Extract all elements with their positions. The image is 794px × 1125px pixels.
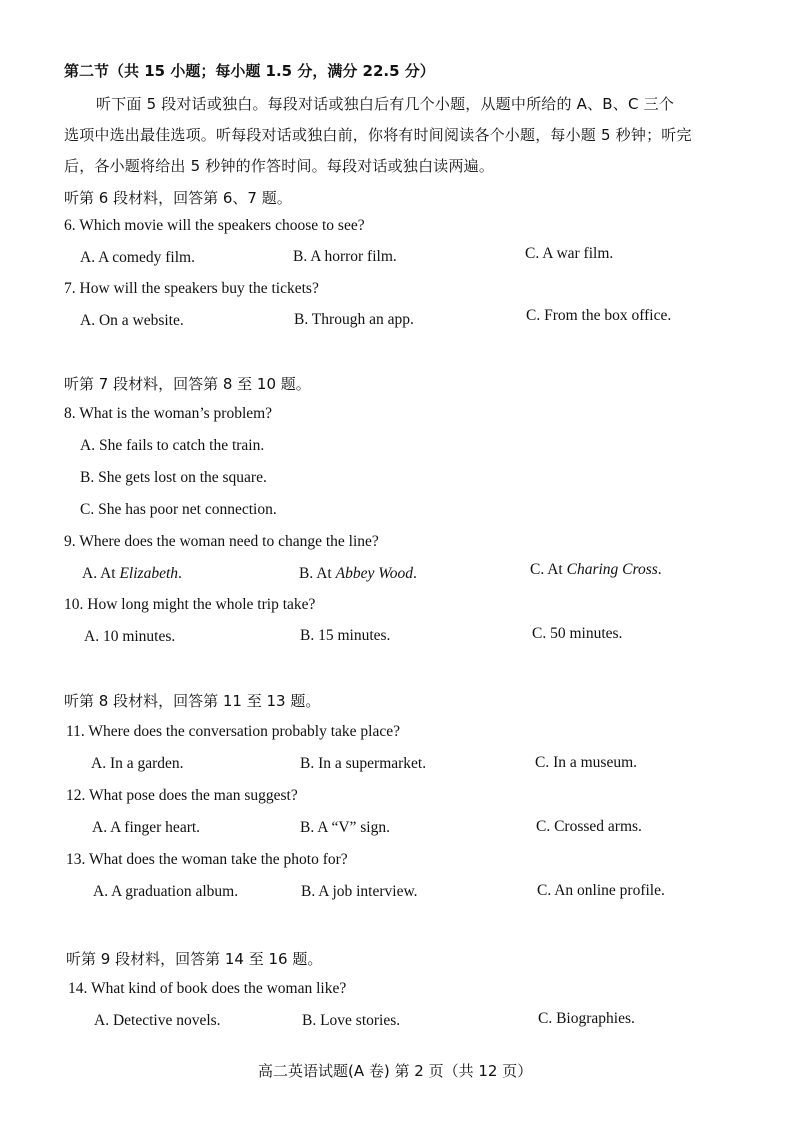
question-6-option-a: A. A comedy film.: [80, 249, 195, 266]
question-stem-7: 7. How will the speakers buy the tickets?: [64, 280, 319, 297]
option-suffix: .: [657, 561, 662, 578]
question-stem-14: 14. What kind of book does the woman like?: [68, 980, 347, 997]
instruction-line-2: 选项中选出最佳选项。听每段对话或独白前，你将有时间阅读各个小题，每小题 5 秒钟；听完: [64, 126, 692, 144]
question-11-option-c: C. In a museum.: [535, 754, 638, 771]
question-stem-9: 9. Where does the woman need to change the line?: [64, 533, 379, 550]
question-8-option-c: C. She has poor net connection.: [80, 501, 277, 518]
question-7-option-a: A. On a website.: [80, 312, 184, 329]
question-14-option-c: C. Biographies.: [538, 1010, 635, 1027]
question-12-option-b: B. A “V” sign.: [300, 819, 390, 836]
question-14-option-b: B. Love stories.: [302, 1012, 401, 1029]
option-suffix: .: [178, 565, 182, 582]
group-heading-7: 听第 7 段材料，回答第 8 至 10 题。: [64, 375, 311, 393]
question-13-option-a: A. A graduation album.: [93, 883, 239, 900]
option-prefix: A. At: [82, 565, 120, 582]
station-name: Charing Cross: [566, 561, 658, 578]
option-prefix: C. At: [530, 561, 567, 578]
section-title: 第二节（共 15 小题；每小题 1.5 分，满分 22.5 分）: [64, 62, 435, 80]
question-9-option-c: [530, 561, 662, 579]
question-10-option-a: A. 10 minutes.: [84, 628, 176, 645]
question-6-option-b: B. A horror film.: [293, 248, 397, 265]
question-11-option-a: A. In a garden.: [91, 755, 184, 772]
question-8-option-a: A. She fails to catch the train.: [80, 437, 265, 454]
question-7-option-b: B. Through an app.: [294, 311, 414, 328]
question-14-option-a: A. Detective novels.: [94, 1012, 221, 1029]
page-footer: 高二英语试题(A 卷) 第 2 页（共 12 页）: [258, 1062, 533, 1080]
group-heading-6: 听第 6 段材料，回答第 6、7 题。: [64, 189, 292, 207]
question-13-option-c: C. An online profile.: [537, 882, 665, 899]
option-prefix: B. At: [299, 565, 336, 582]
question-9-option-a: [82, 565, 182, 583]
instruction-line-1: 听下面 5 段对话或独白。每段对话或独白后有几个小题，从题中所给的 A、B、C 三个: [96, 95, 675, 113]
question-12-option-c: C. Crossed arms.: [536, 818, 642, 835]
question-stem-11: 11. Where does the conversation probably take place?: [66, 723, 400, 740]
group-heading-9: 听第 9 段材料，回答第 14 至 16 题。: [66, 950, 323, 968]
question-10-option-b: B. 15 minutes.: [300, 627, 391, 644]
question-stem-10: 10. How long might the whole trip take?: [64, 596, 316, 613]
instruction-line-3: 后，各小题将给出 5 秒钟的作答时间。每段对话或独白读两遍。: [64, 157, 495, 175]
option-suffix: .: [412, 565, 417, 582]
question-11-option-b: B. In a supermarket.: [300, 755, 427, 772]
question-13-option-b: B. A job interview.: [301, 883, 418, 900]
station-name: Elizabeth: [119, 565, 179, 582]
question-7-option-c: C. From the box office.: [526, 307, 672, 324]
station-name: Abbey Wood: [335, 565, 413, 582]
question-9-option-b: [299, 565, 417, 583]
question-stem-13: 13. What does the woman take the photo for?: [66, 851, 348, 868]
question-12-option-a: A. A finger heart.: [92, 819, 201, 836]
question-10-option-c: C. 50 minutes.: [532, 625, 623, 642]
question-stem-12: 12. What pose does the man suggest?: [66, 787, 298, 804]
question-6-option-c: C. A war film.: [525, 245, 614, 262]
group-heading-8: 听第 8 段材料，回答第 11 至 13 题。: [64, 692, 321, 710]
question-stem-6: 6. Which movie will the speakers choose to see?: [64, 217, 365, 234]
question-8-option-b: B. She gets lost on the square.: [80, 469, 267, 486]
question-stem-8: 8. What is the woman’s problem?: [64, 405, 273, 422]
